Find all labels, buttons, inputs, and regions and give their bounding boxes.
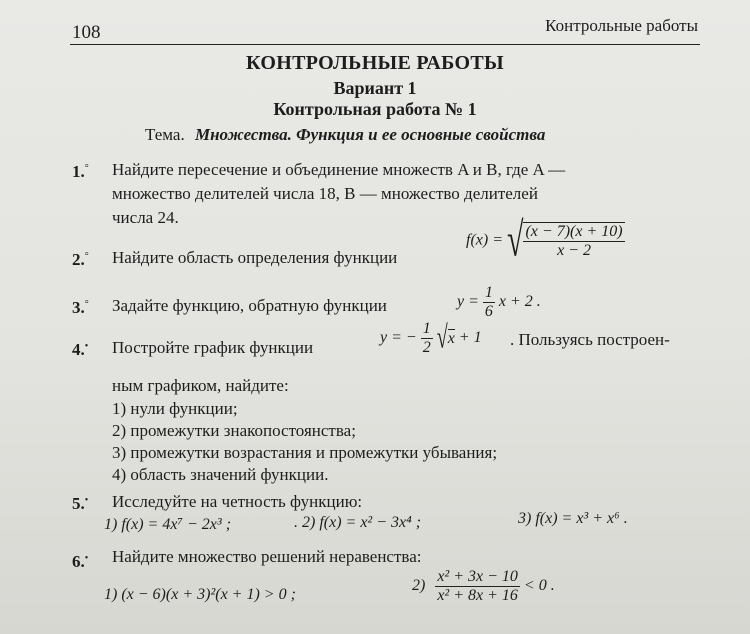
topic-title: Множества. Функция и ее основные свойства [194,125,546,144]
task-6-inequality-1: 1) (x − 6)(x + 3)²(x + 1) > 0 ; [104,586,296,603]
task-2-numerator: (x − 7)(x + 10) [525,223,623,240]
task-3-number: 3.° [72,298,89,317]
task-4-text: Постройте график функции [112,338,314,357]
task-4-formula: y = − $\frac{1}{2}$ √x + 1 [380,320,482,356]
task-5-function-2: . 2) f(x) = x² − 3x⁴ ; [294,514,422,531]
task-2-text: Найдите область определения функции [112,248,398,267]
task-5-number: 5.• [72,494,89,513]
task-6-number: 6.• [72,552,89,571]
task-4-item: 1) нули функции; [112,399,238,418]
task-4-item: 2) промежутки знакопостоянства; [112,421,356,440]
task-2-number: 2.° [72,250,89,269]
task-4-line-2: ным графиком, найдите: [112,376,289,395]
topic-label: Тема. [145,125,185,144]
task-4-item: 4) область значений функции. [112,465,329,484]
task-1-line-3: числа 24. [112,208,179,227]
task-1-line-1: Найдите пересечение и объединение множеств A и B, где A — [112,160,566,179]
sqrt-sign: √ [507,213,524,267]
work-heading: Контрольная работа № 1 [273,99,477,119]
task-1-number: 1.° [72,162,89,181]
task-3-formula: y = $\frac{1}{6}$ x + 2 . [457,284,541,320]
task-4-number: 4.• [72,340,89,359]
running-head-section: Контрольные работы [545,16,698,35]
running-head [70,16,700,45]
page-number: 108 [72,22,101,43]
task-5-text: Исследуйте на четность функцию: [112,492,363,511]
task-2-formula: f(x) = √ $\frac{(x - 7)(x + 10)}{x - 2}$ [466,213,623,267]
page-title: КОНТРОЛЬНЫЕ РАБОТЫ [246,52,504,74]
task-4-item: 3) промежутки возрастания и промежутки убывания; [112,443,498,462]
task-6-inequality-2: 2) $\frac{\text{x² + 3x − 10}}{\text{x² + 8x + 16}}$ < 0 . [412,568,555,604]
variant-heading: Вариант 1 [333,78,417,98]
topic-line [145,125,545,145]
task-3-text: Задайте функцию, обратную функции [112,296,387,315]
task-5-function-3: 3) f(x) = x³ + x⁶ . [518,510,628,527]
task-6-text: Найдите множество решений неравенства: [112,547,422,566]
task-5-function-1: 1) f(x) = 4x⁷ − 2x³ ; [104,516,232,533]
task-1-line-2: множество делителей числа 18, B — множество делителей [112,184,538,203]
task-2-denominator: x − 2 [523,241,624,260]
task-1-mark: ° [84,163,89,174]
task-4-text-continued: . Пользуясь построен- [510,330,670,349]
